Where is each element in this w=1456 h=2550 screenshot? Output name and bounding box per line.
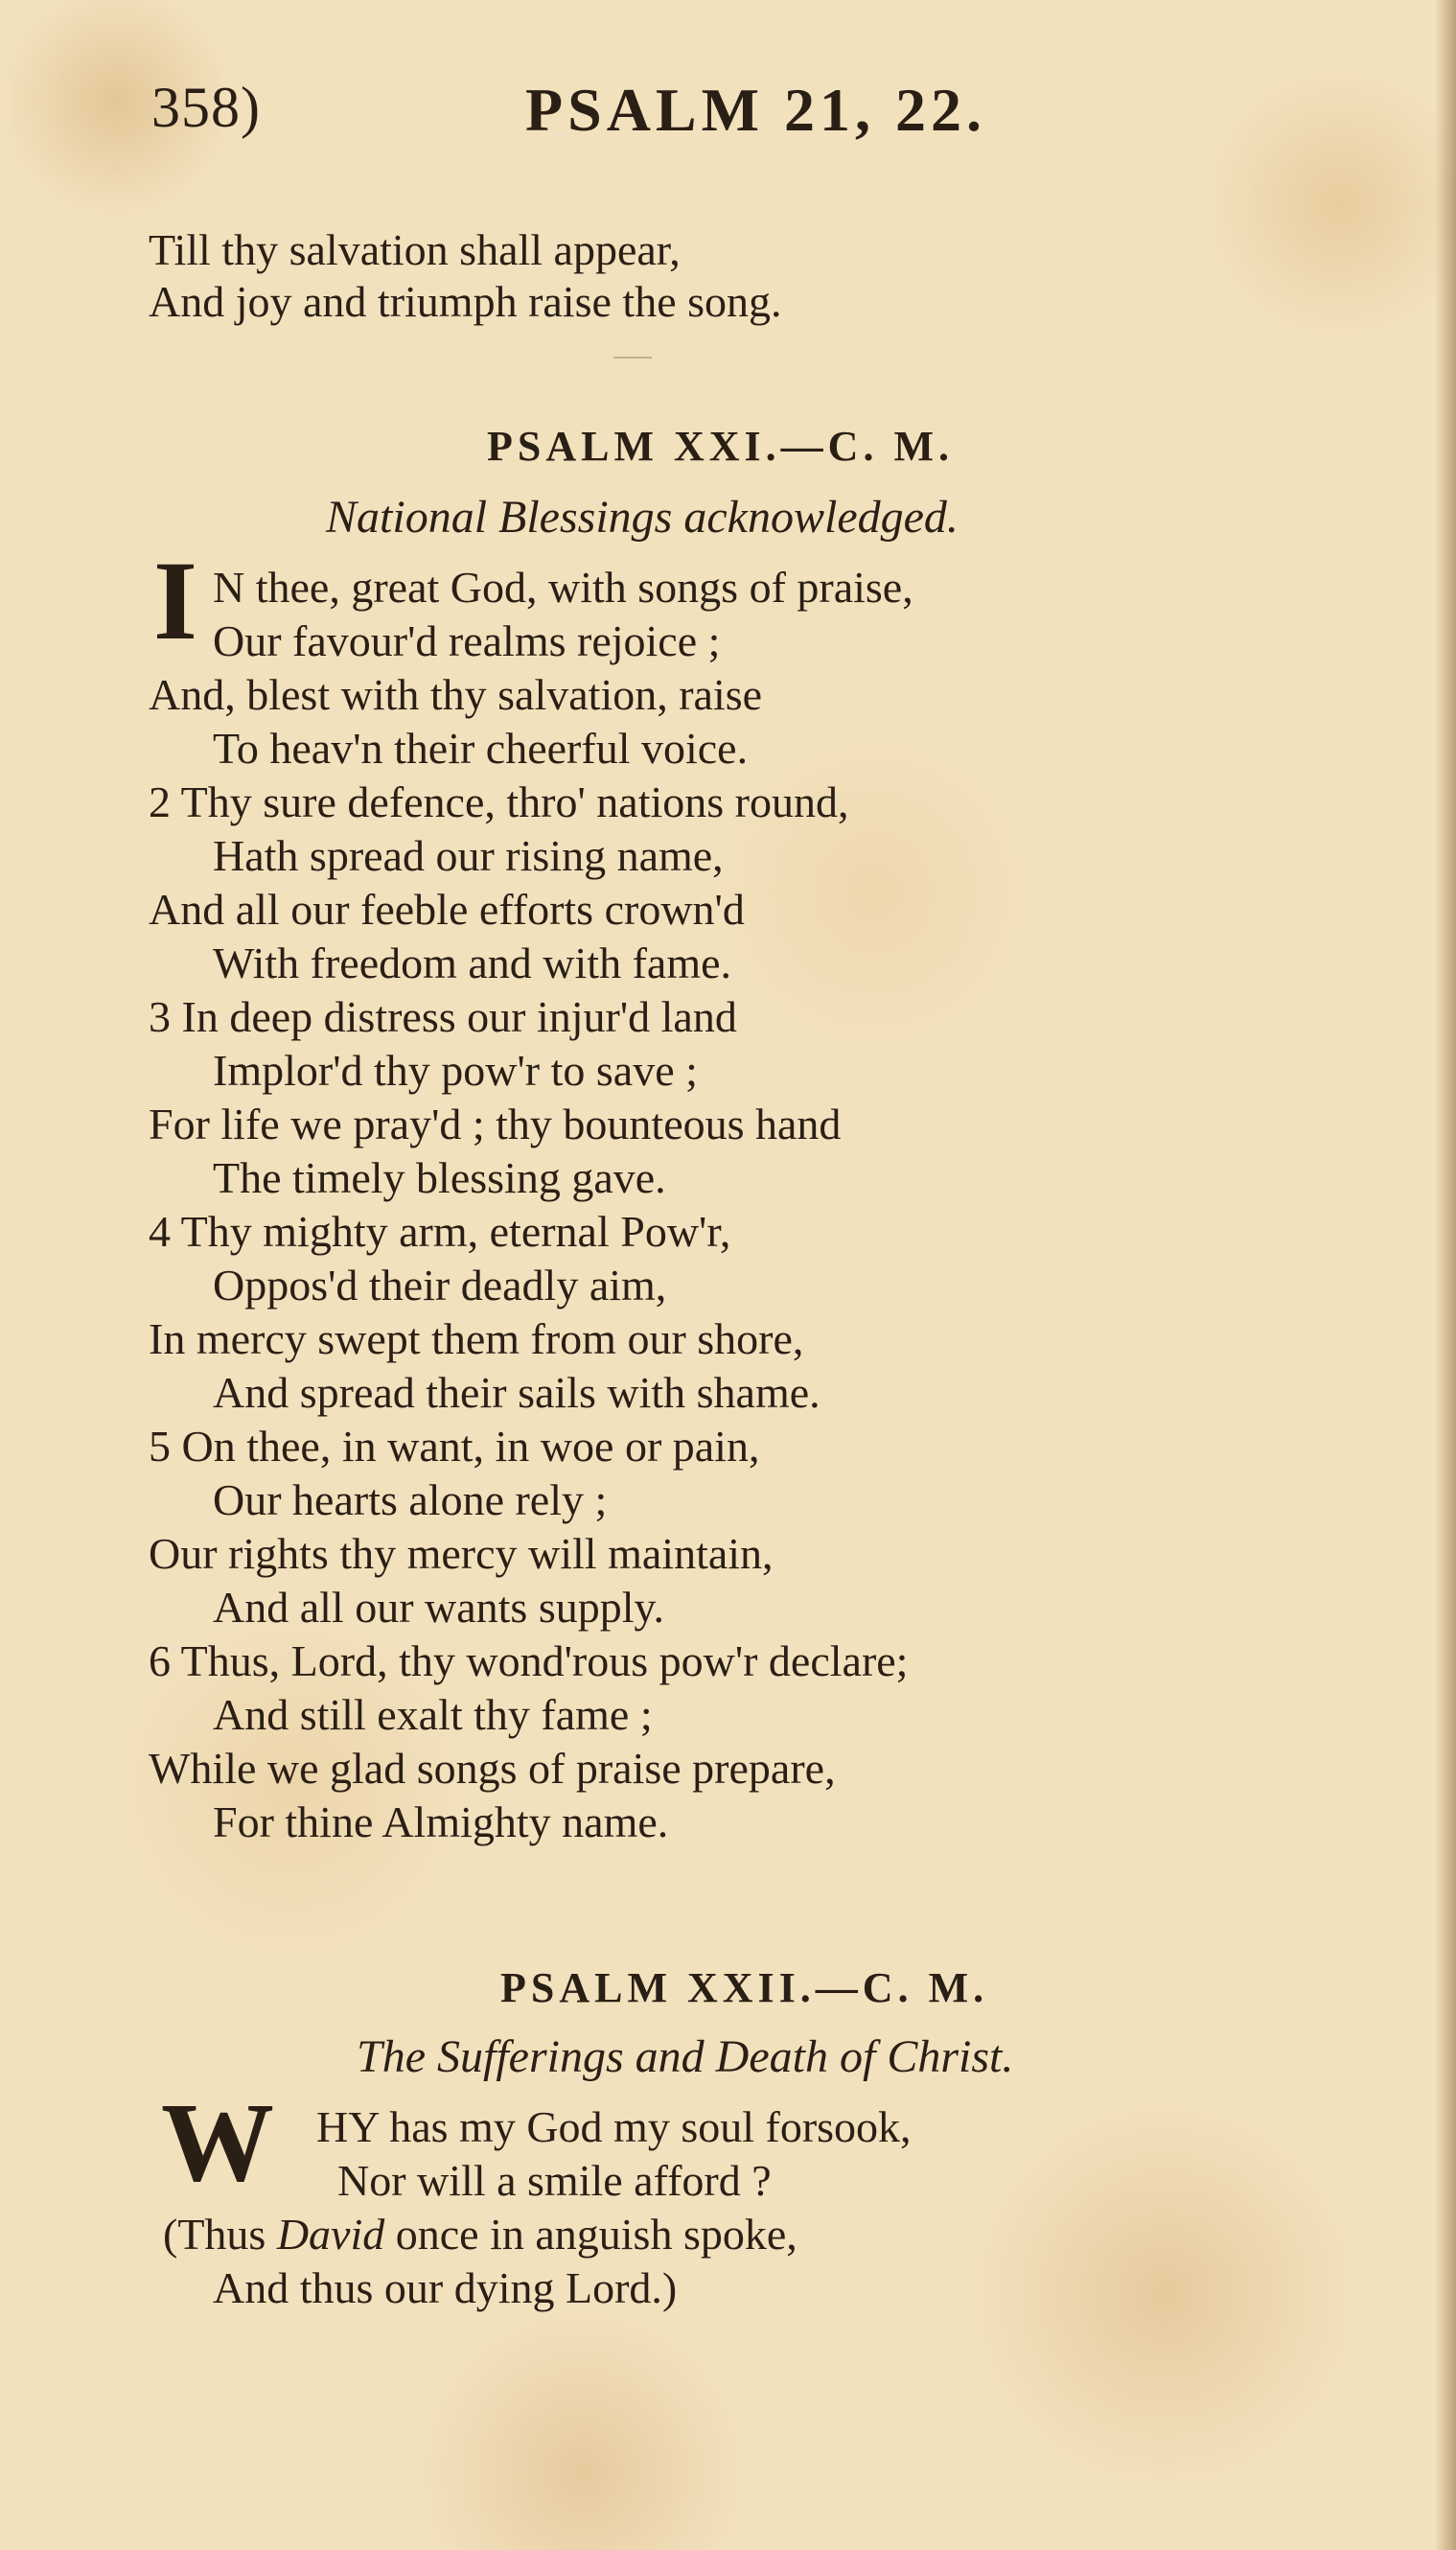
verse-text: (Thus xyxy=(163,2210,266,2259)
verse-line: 3 In deep distress our injur'd land xyxy=(149,992,737,1041)
verse-line: In mercy swept them from our shore, xyxy=(149,1314,804,1363)
verse-line: 2 Thy sure defence, thro' nations round, xyxy=(149,777,849,826)
verse-line: With freedom and with fame. xyxy=(213,939,732,987)
verse-line: Oppos'd their deadly aim, xyxy=(213,1261,667,1310)
verse-text: once in anguish spoke, xyxy=(395,2210,797,2259)
verse-line: The timely blessing gave. xyxy=(213,1153,666,1202)
verse-line: Till thy salvation shall appear, xyxy=(149,225,681,274)
running-head: PSALM 21, 22. xyxy=(525,76,986,144)
verse-line: And joy and triumph raise the song. xyxy=(149,277,782,326)
verse-line: While we glad songs of praise prepare, xyxy=(149,1744,836,1793)
verse-line: And thus our dying Lord.) xyxy=(213,2263,678,2312)
verse-line: Our hearts alone rely ; xyxy=(213,1475,608,1524)
page-header xyxy=(151,75,1225,171)
drop-cap: W xyxy=(161,2079,274,2205)
verse-line: Hath spread our rising name, xyxy=(213,831,724,880)
verse-line: 5 On thee, in want, in woe or pain, xyxy=(149,1422,760,1471)
psalm-heading: PSALM XXII.—C. M. xyxy=(500,1964,989,2011)
divider xyxy=(613,357,652,359)
verse-line: Implor'd thy pow'r to save ; xyxy=(213,1046,698,1095)
verse-line: For thine Almighty name. xyxy=(213,1797,669,1846)
verse-line: Nor will a smile afford ? xyxy=(337,2156,772,2205)
drop-cap: I xyxy=(153,538,197,663)
verse-line: And all our feeble efforts crown'd xyxy=(149,885,745,934)
verse-line: For life we pray'd ; thy bounteous hand xyxy=(149,1100,842,1148)
verse-line: Our rights thy mercy will maintain, xyxy=(149,1529,774,1578)
page-edge-shadow xyxy=(1435,0,1456,2550)
verse-line xyxy=(163,2210,797,2259)
psalm-subtitle: The Sufferings and Death of Christ. xyxy=(357,2031,1014,2082)
page-number: 358) xyxy=(151,76,261,139)
verse-line: To heav'n their cheerful voice. xyxy=(213,724,749,773)
italic-name: David xyxy=(276,2210,385,2259)
verse-line: HY has my God my soul forsook, xyxy=(316,2102,912,2151)
psalm-heading: PSALM XXI.—C. M. xyxy=(487,423,954,470)
verse-line: And all our wants supply. xyxy=(213,1583,665,1632)
verse-line: 6 Thus, Lord, thy wond'rous pow'r declare; xyxy=(149,1636,909,1685)
verse-line: 4 Thy mighty arm, eternal Pow'r, xyxy=(149,1207,731,1256)
verse-line: And spread their sails with shame. xyxy=(213,1368,820,1417)
verse-line: N thee, great God, with songs of praise, xyxy=(213,563,913,612)
psalm-subtitle: National Blessings acknowledged. xyxy=(326,492,959,543)
verse-line: Our favour'd realms rejoice ; xyxy=(213,616,721,665)
verse-line: And, blest with thy salvation, raise xyxy=(149,670,763,719)
verse-line: And still exalt thy fame ; xyxy=(213,1690,653,1739)
